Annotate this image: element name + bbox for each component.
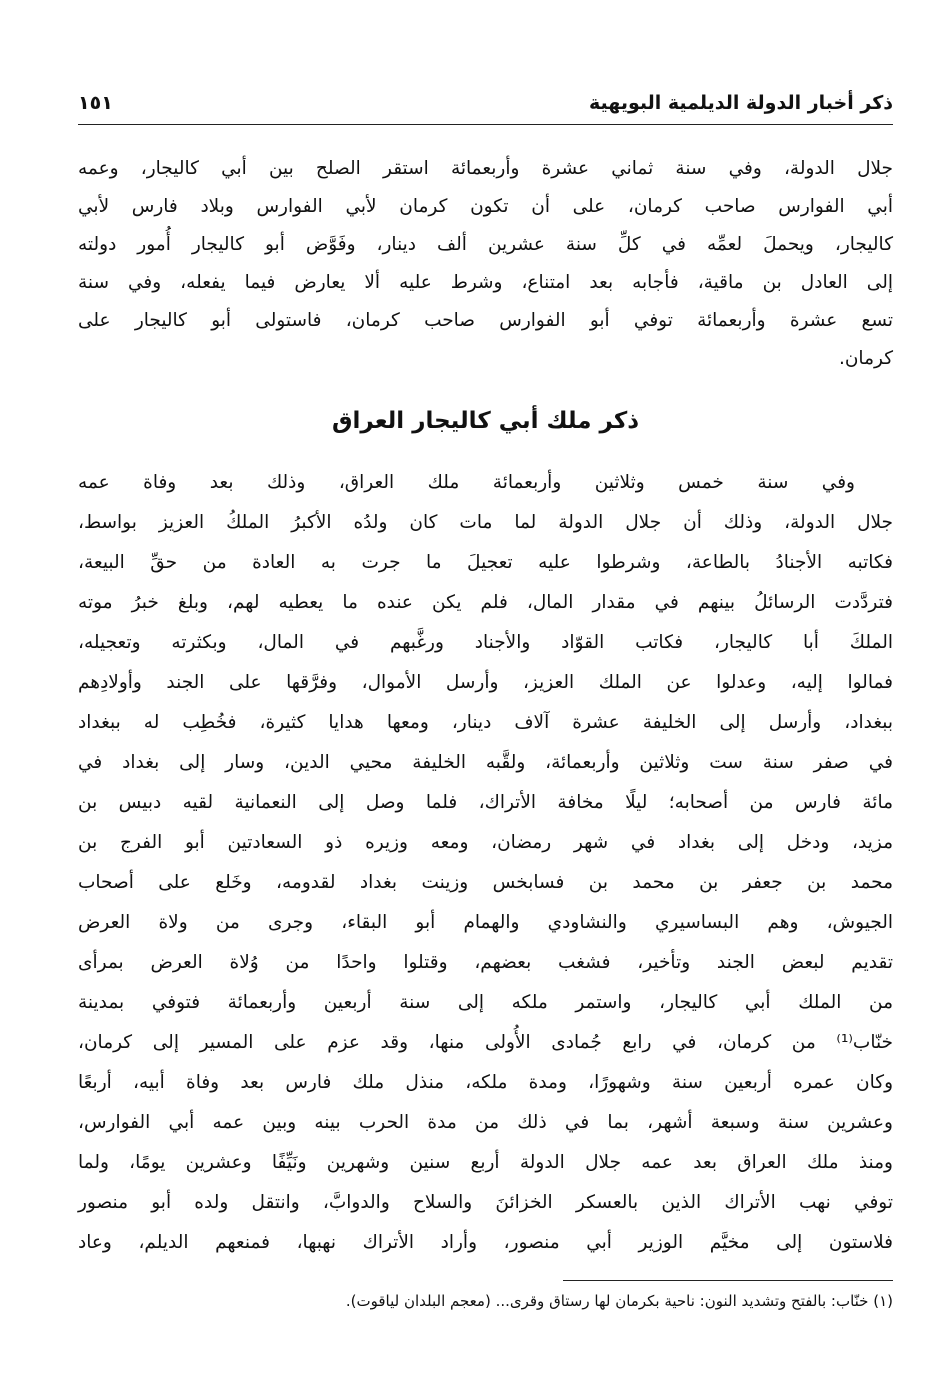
text-line: الجيوش، وهم البساسيري والنشاودي والهمام أبو البقاء، وجرى من ولاة العرض [78, 912, 893, 933]
text-line: وكان عمره أربعين سنة وشهورًا، ومدة ملكه، منذل ملك فارس بعد وفاة أبيه، أربعًا [78, 1072, 893, 1093]
paragraph-1 [78, 150, 893, 378]
footnote-divider [563, 1280, 893, 1281]
text-line: مزيد، ودخل إلى بغداد في شهر رمضان، ومعه وزيره ذو السعادتين أبو الفرج بن [78, 832, 893, 853]
text-line: كرمان. [838, 348, 893, 369]
text-line: في صفر سنة ست وثلاثين وأربعمائة، ولقَّبه الخليفة محيي الدين، وسار إلى بغداد في [78, 752, 893, 773]
footnote: (١) خنّاب: بالفتح وتشديد النون: ناحية بكرمان لها رستاق وقرى... (معجم البلدان لياقوت). [345, 1292, 893, 1310]
text-line: وعشرين سنة وسبعة أشهر، بما في ذلك من مدة الحرب بينه وبين عمه أبي الفوارس، [78, 1112, 893, 1133]
text-line: جلال الدولة، وفي سنة ثماني عشرة وأربعمائة استقر الصلح بين أبي كاليجار، وعمه [78, 158, 893, 179]
text-line: إلى العادل بن ماقية، فأجابه بعد امتناع، وشرط عليه ألا يعارض فيما يفعله، وفي سنة [78, 272, 893, 293]
text-line: تقديم لبعض الجند وتأخير، فشغب بعضهم، وقتلوا واحدًا من وُلاة العرض بمرأى [78, 952, 893, 973]
paragraph-2 [78, 463, 893, 1263]
text-line: جلال الدولة، وذلك أن جلال الدولة لما مات كان ولدُه الأكبرُ الملكُ العزيز بواسط، [78, 512, 893, 533]
running-title: ذكر أخبار الدولة الديلمية البويهية [589, 92, 893, 114]
text-line: فلاستون إلى مخيَّم الوزير أبي منصور، وأراد الأتراك نهبها، فمنعهم الديلم، وعاد [78, 1232, 893, 1253]
text-line: من الملك أبي كاليجار، واستمر ملكه إلى سنة أربعين وأربعمائة فتوفي بمدينة [78, 992, 893, 1013]
text-line: خنّاب⁽¹⁾ من كرمان، في رابع جُمادى الأُولى منها، وقد عزم على المسير إلى كرمان، [78, 1032, 893, 1053]
section-heading: ذكر ملك أبي كاليجار العراق [331, 408, 640, 434]
page-header [78, 88, 893, 125]
text-line: وفي سنة خمس وثلاثين وأربعمائة ملك العراق، وذلك بعد وفاة عمه [78, 472, 855, 493]
text-line: أبي الفوارس صاحب كرمان، على أن تكون كرمان لأبي الفوارس وبلاد فارس لأبي [78, 196, 893, 217]
text-line: فكاتبه الأجنادُ بالطاعة، وشرطوا عليه تعجيلَ ما جرت به العادة من حقِّ البيعة، [78, 552, 893, 573]
text-line: مائة فارس من أصحابه؛ ليلًا مخافة الأتراك، فلما وصل إلى النعمانية لقيه دبيس بن [78, 792, 893, 813]
text-line: فمالوا إليه، وعدلوا عن الملك العزيز، وأرسل الأموال، وفرَّقها على الجند وأولادِهم [78, 672, 893, 693]
text-line: فتردَّدت الرسائلُ بينهم في مقدار المال، فلم يكن عنده ما يعطيه لهم، وبلغ خبرُ موته [78, 592, 893, 613]
page-number: ١٥١ [78, 92, 113, 114]
text-line: الملكَ أبا كاليجار، فكاتب القوّاد والأجناد ورغَّبهم في المال، وبكثرته وتعجيله، [78, 632, 893, 653]
text-line: تسع عشرة وأربعمائة توفي أبو الفوارس صاحب كرمان، فاستولى أبو كاليجار على [78, 310, 893, 331]
text-line: محمد بن جعفر بن محمد بن فسابخس وزينت بغداد لقدومه، وخَلع على أصحاب [78, 872, 893, 893]
text-line: ومنذ ملك العراق بعد عمه جلال الدولة أربع سنين وشهرين ونَيِّفًا وعشرين يومًا، ولما [78, 1152, 893, 1173]
text-line: ببغداد، وأرسل إلى الخليفة عشرة آلاف دينار، ومعها هدايا كثيرة، فخُطِب له ببغداد [78, 712, 893, 733]
text-line: توفي نهب الأتراك الذين بالعسكر الخزائنَ والسلاح والدوابَّ، وانتقل ولده أبو منصور [78, 1192, 893, 1213]
text-line: كاليجار، ويحملَ لعمِّه في كلِّ سنة عشرين ألف دينار، وفَوَّض أبو كاليجار أُمور دولته [78, 234, 893, 255]
